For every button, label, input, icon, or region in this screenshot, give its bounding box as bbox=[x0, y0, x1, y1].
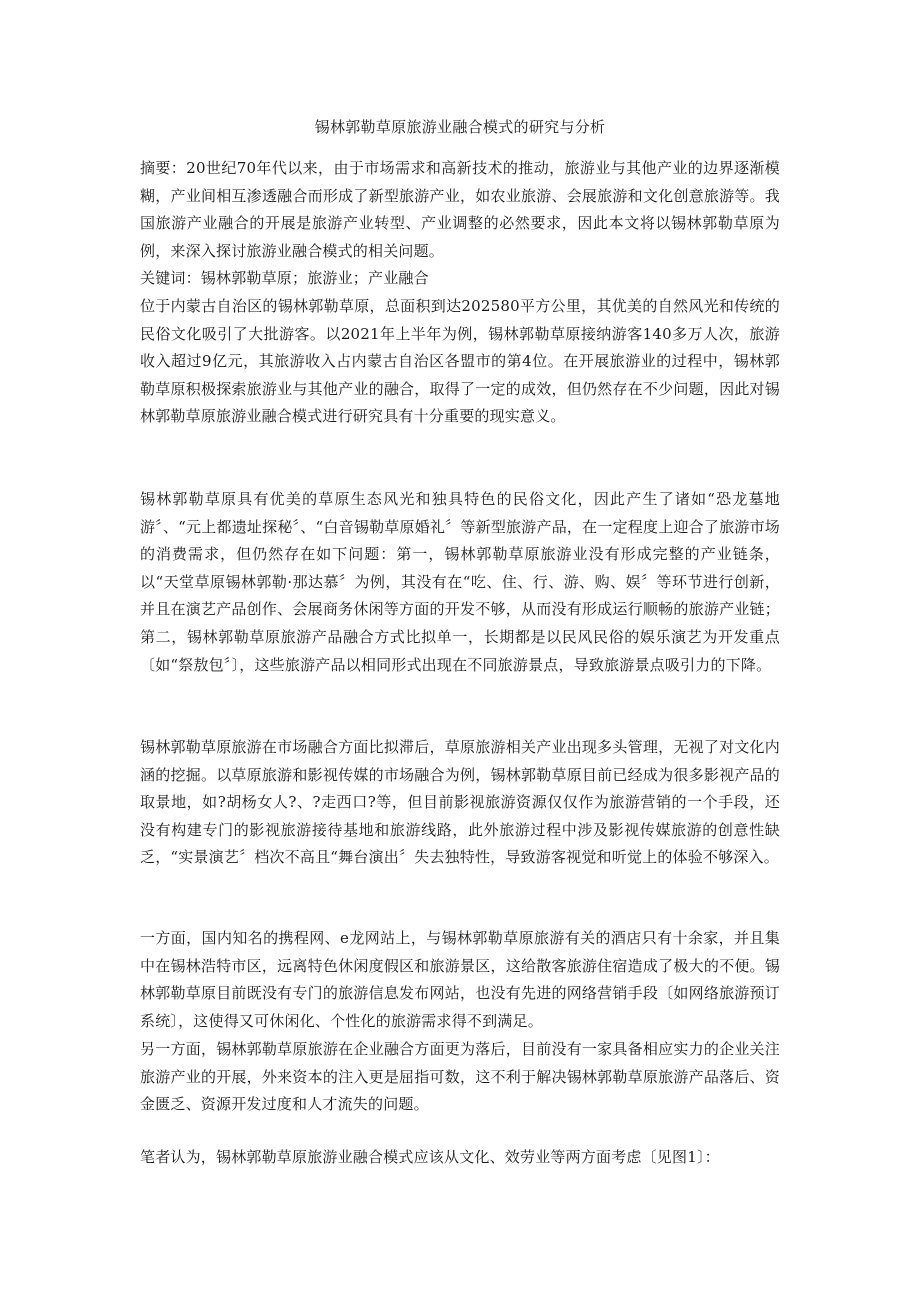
market-paragraph: 锡林郭勒草原旅游在市场融合方面比拟滞后，草原旅游相关产业出现多头管理，无视了对文化内涵的挖掘。以草原旅游和影视传媒的市场融合为例，锡林郭勒草原目前已经成为很多影视产品的取景地，如?胡杨女人?、?走西口?等，但目前影视旅游资源仅仅作为旅游营销的一个手段，还没有构建专门的影视旅游接待基地和旅游线路，此外旅游过程中涉及影视传媒旅游的创意性缺乏，“实景演艺〞档次不高且“舞台演出〞失去独特性，导致游客视觉和听觉上的体验不够深入。 bbox=[140, 738, 780, 867]
abstract-paragraph: 摘要：20世纪70年代以来，由于市场需求和高新技术的推动，旅游业与其他产业的边界逐渐模糊，产业间相互渗透融合而形成了新型旅游产业，如农业旅游、会展旅游和文化创意旅游等。我国旅游产业融合的开展是旅游产业转型、产业调整的必然要求，因此本文将以锡林郭勒草原为例，来深入探讨旅游业融合模式的相关问题。 bbox=[140, 159, 780, 260]
enterprise-section bbox=[140, 1036, 780, 1119]
keywords-line: 关键词：锡林郭勒草原；旅游业；产业融合 bbox=[140, 269, 429, 288]
market-section bbox=[140, 734, 780, 872]
online-section bbox=[140, 925, 780, 1035]
intro-paragraph: 位于内蒙古自治区的锡林郭勒草原，总面积到达202580平方公里，其优美的自然风光和传统的民俗文化吸引了大批游客。以2021年上半年为例，锡林郭勒草原接纳游客140多万人次，旅游收入超过9亿元，其旅游收入占内蒙古自治区各盟市的第4位。在开展旅游业的过程中，锡林郭勒草原积极探索旅游业与其他产业的融合，取得了一定的成效，但仍然存在不少问题，因此对锡林郭勒草原旅游业融合模式进行研究具有十分重要的现实意义。 bbox=[140, 296, 780, 426]
products-paragraph: 锡林郭勒草原具有优美的草原生态风光和独具特色的民俗文化，因此产生了诸如“恐龙墓地游〞、“元上都遗址探秘〞、“白音锡勒草原婚礼〞等新型旅游产品，在一定程度上迎合了旅游市场的消费需求，但仍然存在如下问题：第一，锡林郭勒草原旅游业没有形成完整的产业链条，以“天堂草原锡林郭勒·那达慕〞为例，其没有在“吃、住、行、游、购、娱〞等环节进行创新，并且在演艺产品创作、会展商务休闲等方面的开发不够，从而没有形成运行顺畅的旅游产业链；第二，锡林郭勒草原旅游产品融合方式比拟单一，长期都是以民风民俗的娱乐演艺为开发重点〔如“祭敖包〞〕，这些旅游产品以相同形式出现在不同旅游景点，导致旅游景点吸引力的下降。 bbox=[140, 490, 780, 674]
document-title: 锡林郭勒草原旅游业融合模式的研究与分析 bbox=[314, 118, 606, 136]
products-section bbox=[140, 486, 780, 679]
author-paragraph: 笔者认为，锡林郭勒草原旅游业融合模式应该从文化、效劳业等两方面考虑〔见图1〕： bbox=[140, 1148, 720, 1166]
online-paragraph: 一方面，国内知名的携程网、e龙网站上，与锡林郭勒草原旅游有关的酒店只有十余家，并且集中在锡林浩特市区，远离特色休闲度假区和旅游景区，这给散客旅游住宿造成了极大的不便。锡林郭勒草原目前既没有专门的旅游信息发布网站，也没有先进的网络营销手段〔如网络旅游预订系统〕，这使得又可休闲化、个性化的旅游需求得不到满足。 bbox=[140, 929, 780, 1030]
enterprise-paragraph: 另一方面，锡林郭勒草原旅游在企业融合方面更为落后，目前没有一家具备相应实力的企业关注旅游产业的开展，外来资本的注入更是屈指可数，这不利于解决锡林郭勒草原旅游产品落后、资金匮乏、资源开发过度和人才流失的问题。 bbox=[140, 1040, 780, 1114]
abstract-section bbox=[140, 155, 780, 431]
author-section bbox=[140, 1144, 780, 1172]
